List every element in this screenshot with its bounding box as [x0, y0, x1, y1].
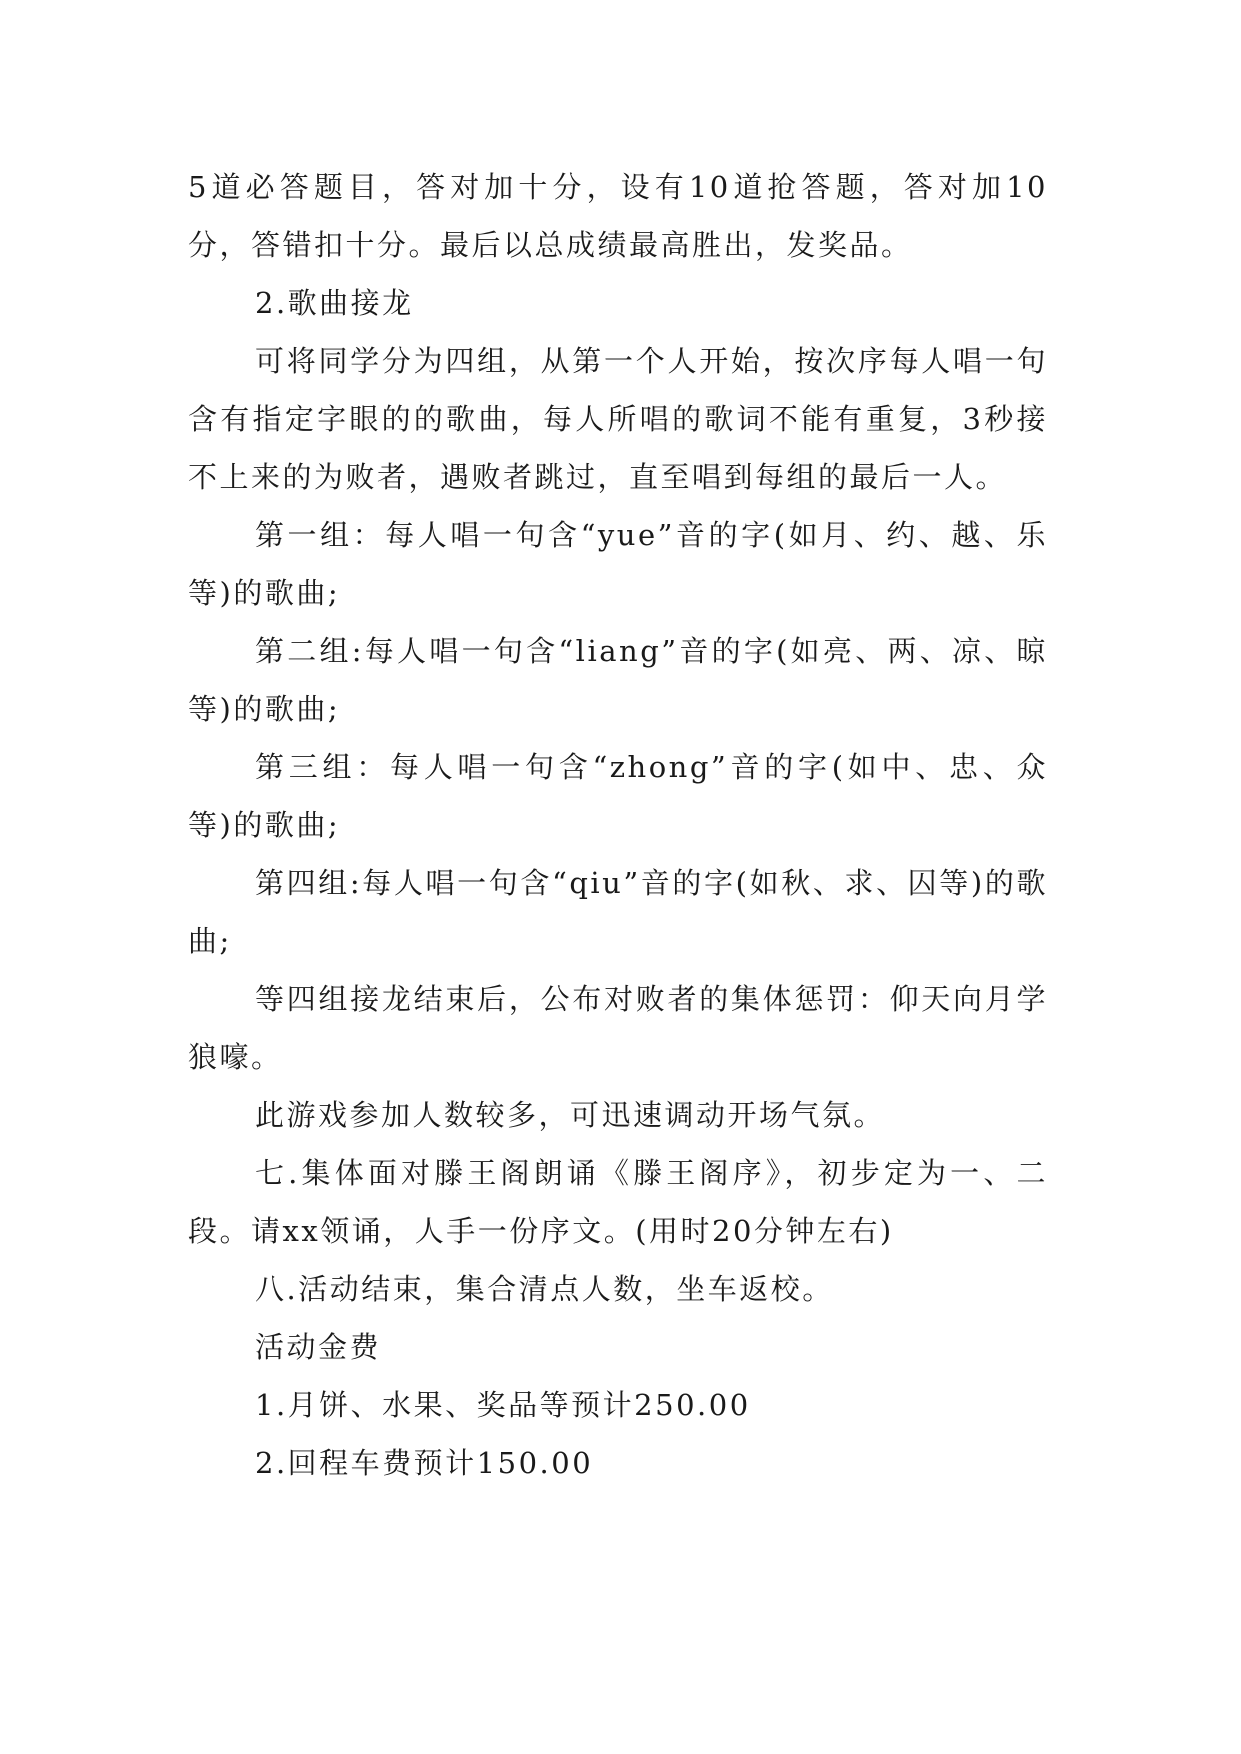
- paragraph-activity-end: 八.活动结束，集合清点人数，坐车返校。: [255, 1272, 834, 1306]
- heading-song-relay: 2.歌曲接龙: [255, 286, 414, 320]
- paragraph-group-four: 第四组:每人唱一句含“qiu”音的字(如秋、求、囚等)的歌曲;: [188, 866, 1048, 958]
- paragraph-group-one: 第一组：每人唱一句含“yue”音的字(如月、约、越、乐等)的歌曲;: [188, 518, 1048, 610]
- paragraph-game-note: 此游戏参加人数较多，可迅速调动开场气氛。: [255, 1098, 886, 1132]
- heading-activity-funds: 活动金费: [255, 1330, 382, 1364]
- funds-item-bus-fare: 2.回程车费预计150.00: [255, 1446, 594, 1480]
- paragraph-group-two: 第二组:每人唱一句含“liang”音的字(如亮、两、凉、晾等)的歌曲;: [188, 634, 1048, 726]
- paragraph-quiz-rules: 5道必答题目，答对加十分，设有10道抢答题，答对加10分，答错扣十分。最后以总成绩最高胜出，发奖品。: [188, 170, 1048, 262]
- paragraph-group-three: 第三组：每人唱一句含“zhong”音的字(如中、忠、众等)的歌曲;: [188, 750, 1048, 842]
- funds-item-mooncakes: 1.月饼、水果、奖品等预计250.00: [255, 1388, 751, 1422]
- paragraph-recitation: 七.集体面对滕王阁朗诵《滕王阁序》，初步定为一、二段。请xx领诵，人手一份序文。(用时20分钟左右): [188, 1156, 1048, 1248]
- paragraph-song-relay-rules: 可将同学分为四组，从第一个人开始，按次序每人唱一句含有指定字眼的的歌曲，每人所唱的歌词不能有重复，3秒接不上来的为败者，遇败者跳过，直至唱到每组的最后一人。: [188, 344, 1048, 494]
- document-body: [188, 158, 1048, 1492]
- paragraph-penalty: 等四组接龙结束后，公布对败者的集体惩罚：仰天向月学狼嚎。: [188, 982, 1048, 1074]
